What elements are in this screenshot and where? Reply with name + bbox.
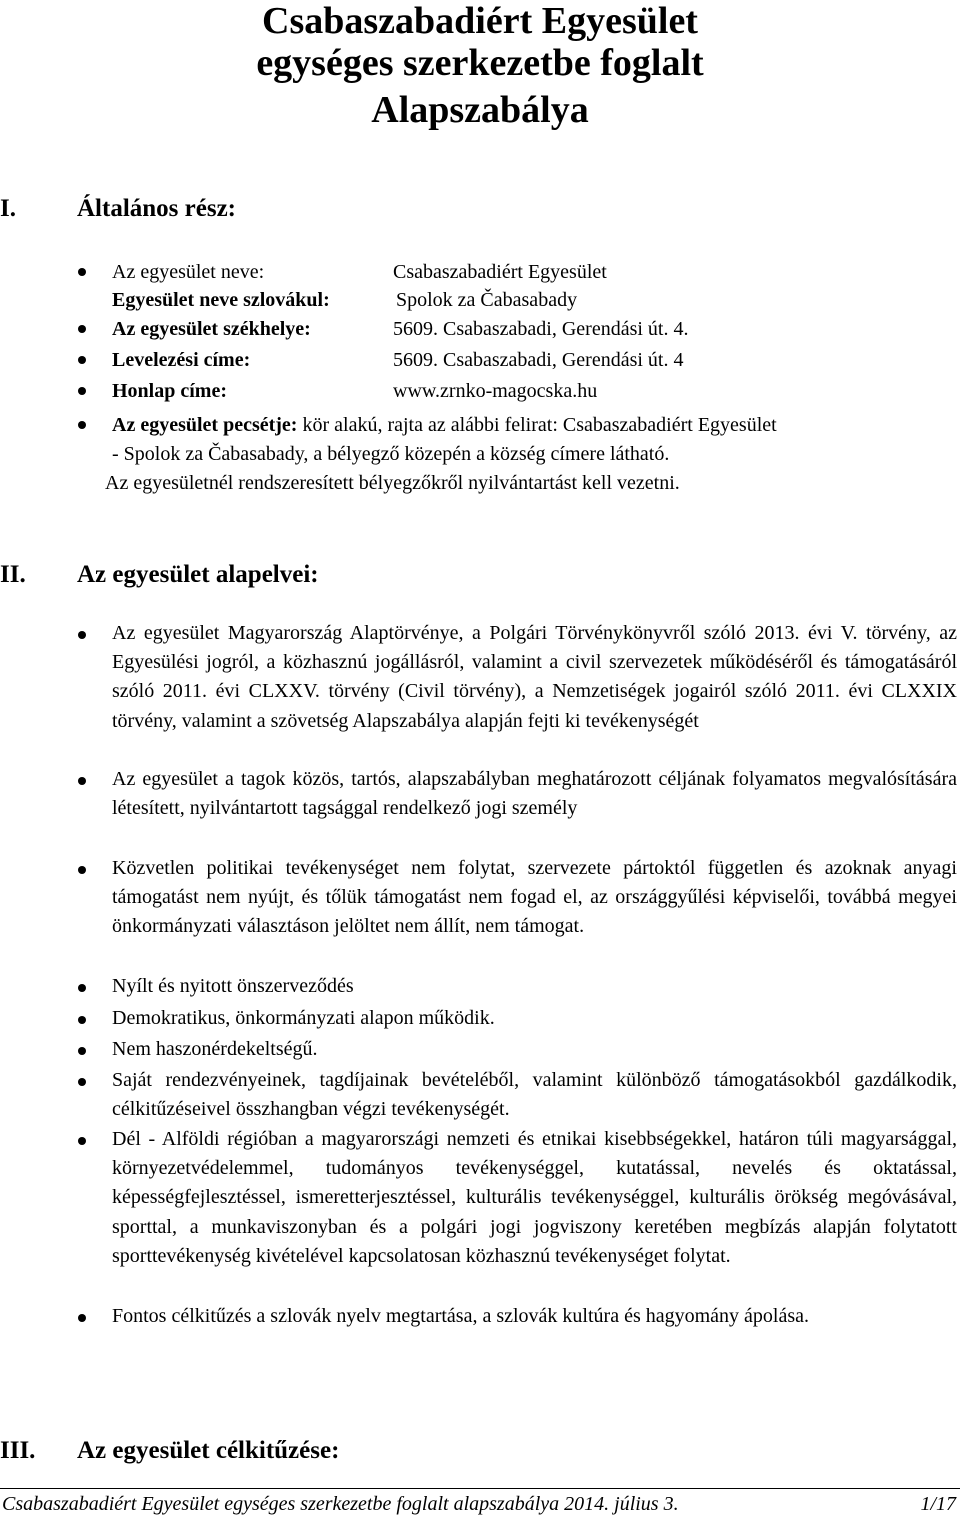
bullet-icon bbox=[78, 1016, 86, 1024]
stamp-label: Az egyesület pecsétje: bbox=[112, 414, 298, 436]
bullet-icon bbox=[78, 325, 86, 333]
bullet-icon bbox=[78, 356, 86, 364]
principle-item: Az egyesület a tagok közös, tartós, alapszabályban meghatározott céljának folyamatos megvalósítására létesített, nyilvántartott tagsággal rendelkező jogi személy bbox=[112, 768, 957, 820]
bullet-icon bbox=[78, 1314, 86, 1322]
page-number: 1/17 bbox=[920, 1493, 956, 1515]
principle-item: Az egyesület Magyarország Alaptörvénye, a Polgári Törvénykönyvről szóló 2013. évi V. törvény, az Egyesülési jogról, a közhasznú jogállásról, valamint a civil szervezetek működéséről és támogatásáról szóló 2011. évi CLXXV. törvény (Civil törvény), a Nemzetiségek jogairól szóló 2011. évi CLXXIX törvény, valamint a szövetség Alapszabálya alapján fejti ki tevékenységét bbox=[112, 622, 957, 732]
website-label: Honlap címe: bbox=[112, 380, 227, 402]
document-title-line-2: egységes szerkezetbe foglalt bbox=[256, 42, 704, 84]
principle-item: Közvetlen politikai tevékenységet nem folytat, szervezete pártoktól független és azoknak anyagi támogatást nem nyújt, és tőlük támogatást nem fogad el, az országgyűlési képviselői, továbbá megyei önkormányzati választáson jelöltet nem állít, nem támogat. bbox=[112, 857, 957, 938]
principle-item: Demokratikus, önkormányzati alapon működik. bbox=[112, 1007, 495, 1029]
section-1-number: I. bbox=[0, 195, 16, 222]
footer-text: Csabaszabadiért Egyesület egységes szerkezetbe foglalt alapszabálya 2014. július 3. bbox=[2, 1493, 679, 1515]
bullet-icon bbox=[78, 1078, 86, 1086]
section-1-title: Általános rész: bbox=[77, 195, 236, 222]
seat-value: 5609. Csabaszabadi, Gerendási út. 4. bbox=[393, 318, 689, 340]
website-link[interactable]: www.zrnko-magocska.hu bbox=[393, 380, 598, 402]
bullet-icon bbox=[78, 1047, 86, 1055]
stamp-text-line-1: kör alakú, rajta az alábbi felirat: Csabaszabadiért Egyesület bbox=[297, 414, 777, 436]
section-2-title: Az egyesület alapelvei: bbox=[77, 561, 319, 588]
slovak-name-label: Egyesület neve szlovákul: bbox=[112, 289, 330, 311]
principle-item: Nem haszonérdekeltségű. bbox=[112, 1038, 318, 1060]
association-name-value: Csabaszabadiért Egyesület bbox=[393, 261, 607, 283]
section-2-number: II. bbox=[0, 561, 26, 588]
bullet-icon bbox=[78, 1137, 86, 1145]
seat-label: Az egyesület székhelye: bbox=[112, 318, 311, 340]
bullet-icon bbox=[78, 866, 86, 874]
principle-item: Dél - Alföldi régióban a magyarországi nemzeti és etnikai kisebbségekkel, határon túli magyarsággal, környezetvédelemmel, tudományos tevékenységgel, kutatással, nevelés és oktatással, képességfejlesztéssel, ismeretterjesztéssel, kulturális tevékenységgel, kulturális örökség megóvásával, sporttal, a munkaviszonyban és a polgári jogi jogviszony keretében megbízás alapján folytatott sporttevékenység kivételével kapcsolatosan közhasznú tevékenységet folytat. bbox=[112, 1128, 957, 1267]
stamp-text-line-3: Az egyesületnél rendszeresített bélyegzőkről nyilvántartást kell vezetni. bbox=[105, 472, 680, 494]
section-3-title: Az egyesület célkitűzése: bbox=[77, 1437, 340, 1464]
bullet-icon bbox=[78, 421, 86, 429]
stamp-description bbox=[112, 411, 777, 439]
document-title-line-1: Csabaszabadiért Egyesület bbox=[262, 0, 698, 42]
principle-item: Nyílt és nyitott önszerveződés bbox=[112, 975, 354, 997]
bullet-icon bbox=[78, 268, 86, 276]
mailing-address-value: 5609. Csabaszabadi, Gerendási út. 4 bbox=[393, 349, 684, 371]
bullet-icon bbox=[78, 387, 86, 395]
page-footer bbox=[0, 1488, 960, 1520]
document-title-line-3: Alapszabálya bbox=[371, 89, 589, 131]
stamp-text-line-2: - Spolok za Čabasabady, a bélyegző közepén a község címere látható. bbox=[112, 443, 670, 465]
bullet-icon bbox=[78, 777, 86, 785]
association-name-label: Az egyesület neve: bbox=[112, 261, 265, 283]
bullet-icon bbox=[78, 631, 86, 639]
slovak-name-value: Spolok za Čabasabady bbox=[396, 289, 578, 311]
principle-item: Saját rendezvényeinek, tagdíjainak bevételéből, valamint különböző támogatásokból gazdálkodik, célkitűzéseivel összhangban végzi tevékenységét. bbox=[112, 1069, 957, 1121]
mailing-address-label: Levelezési címe: bbox=[112, 349, 251, 371]
principle-item: Fontos célkitűzés a szlovák nyelv megtartása, a szlovák kultúra és hagyomány ápolása. bbox=[112, 1305, 810, 1327]
section-3-number: III. bbox=[0, 1437, 36, 1464]
bullet-icon bbox=[78, 984, 86, 992]
